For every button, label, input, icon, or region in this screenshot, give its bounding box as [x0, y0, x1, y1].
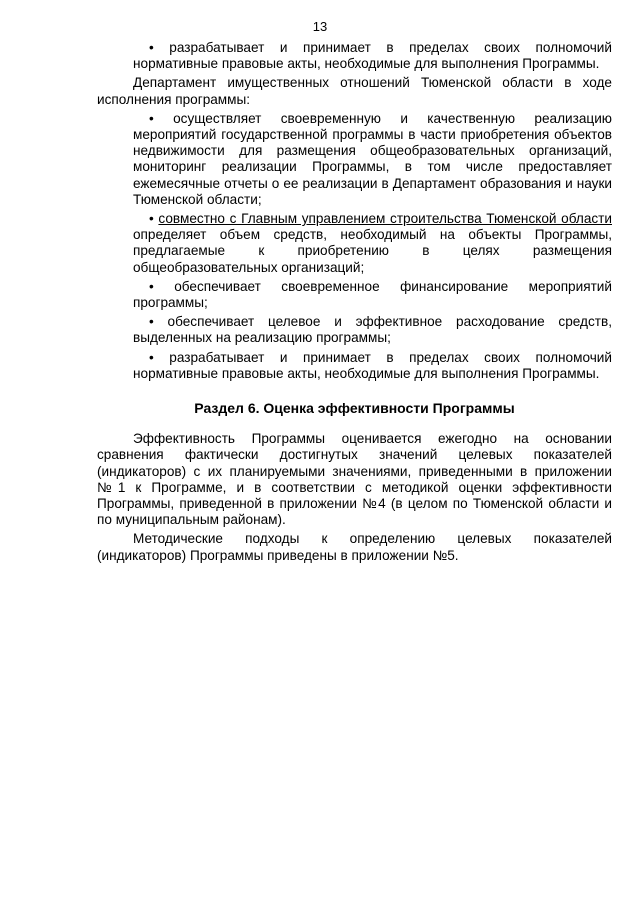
- bullet-item-targeted-spending: • обеспечивает целевое и эффективное расходование средств, выделенных на реализацию программы;: [133, 314, 612, 346]
- bullet-mark: •: [149, 211, 159, 227]
- bullet-item-determine-funds: [97, 211, 612, 276]
- bullet-item-financing: • обеспечивает своевременное финансирование мероприятий программы;: [133, 278, 612, 311]
- bullet-item-regional-acts: • разрабатывает и принимает в пределах своих полномочий нормативные правовые акты, необходимые для выполнения Программы.: [133, 40, 612, 72]
- bullet-item-determine-funds-text: определяет объем средств, необходимый на объекты Программы, предлагаемые к приобретению в целях размещения общеобразовательных организаций;: [133, 227, 612, 275]
- page-number: 13: [312, 19, 328, 34]
- department-intro: Департамент имущественных отношений Тюменской области в ходе исполнения программы:: [97, 75, 612, 107]
- page-content: [97, 40, 612, 564]
- bullet-item-timely-implementation: • осуществляет своевременную и качественную реализацию мероприятий государственной программы в части приобретения объектов недвижимости для размещения общеобразовательных организаций, мониторинг реализации Программы, в том числе предоставляет ежемесячные отчеты о ее реализации в Департамент образования и науки Тюменской области;: [133, 110, 612, 207]
- methods-paragraph: Методические подходы к определению целевых показателей (индикаторов) Программы приведены в приложении №5.: [97, 531, 612, 563]
- underlined-fragment: совместно с Главным управлением строительства Тюменской области: [158, 211, 612, 227]
- section-heading: Раздел 6. Оценка эффективности Программы: [194, 400, 515, 417]
- bullet-item-department-acts: • разрабатывает и принимает в пределах своих полномочий нормативные правовые акты, необходимые для выполнения Программы.: [133, 349, 612, 381]
- efficiency-paragraph: Эффективность Программы оценивается ежегодно на основании сравнения фактически достигнутых значений целевых показателей (индикаторов) с их планируемыми значениями, приведенными в приложении №1 к Программе, и в соответствии с методикой оценки эффективности Программы, приведенной в приложении №4 (в целом по Тюменской области и по муниципальным районам).: [97, 431, 612, 528]
